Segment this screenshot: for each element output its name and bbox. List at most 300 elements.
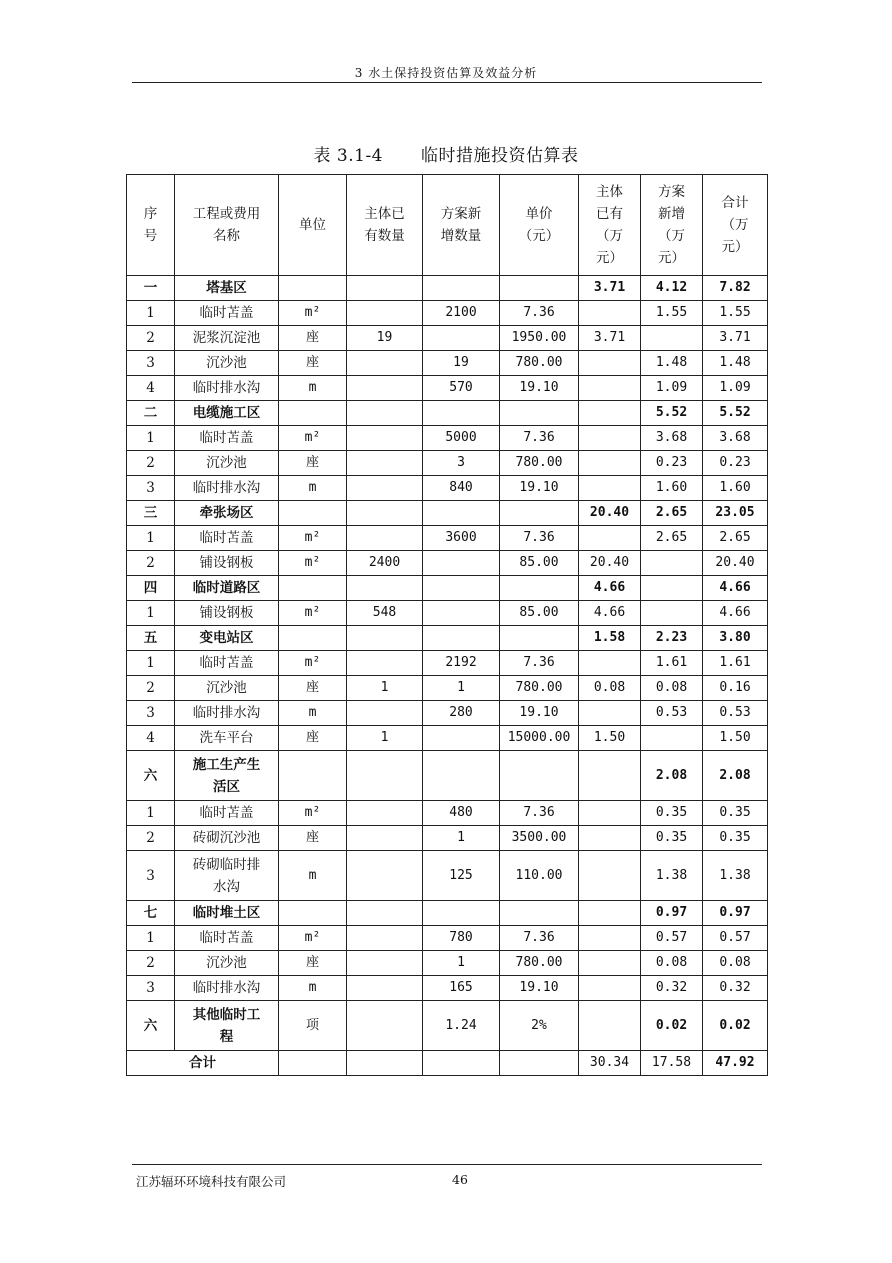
section-row <box>127 751 768 801</box>
table-cell: 座 <box>279 726 347 751</box>
item-name: 变电站区 <box>175 626 279 651</box>
table-cell <box>423 551 500 576</box>
table-cell <box>347 401 423 426</box>
table-cell: 1 <box>423 951 500 976</box>
table-cell <box>500 901 579 926</box>
table-cell: 7.36 <box>500 801 579 826</box>
table-cell: 85.00 <box>500 601 579 626</box>
table-cell: 780.00 <box>500 676 579 701</box>
table-row <box>127 451 768 476</box>
section-row <box>127 901 768 926</box>
item-name: 沉沙池 <box>175 951 279 976</box>
col-header: 工程或费用名称 <box>175 175 279 276</box>
table-cell: 3.68 <box>641 426 703 451</box>
row-index: 1 <box>127 926 175 951</box>
table-cell: 780.00 <box>500 451 579 476</box>
col-header: 序号 <box>127 175 175 276</box>
row-index: 七 <box>127 901 175 926</box>
table-row <box>127 426 768 451</box>
table-cell: 5.52 <box>641 401 703 426</box>
row-index: 1 <box>127 526 175 551</box>
table-cell <box>423 726 500 751</box>
table-cell <box>579 1001 641 1051</box>
section-row <box>127 501 768 526</box>
table-cell: 3.80 <box>703 626 768 651</box>
table-cell <box>500 401 579 426</box>
table-cell: 0.23 <box>641 451 703 476</box>
table-cell: m² <box>279 301 347 326</box>
row-index: 四 <box>127 576 175 601</box>
table-cell: 7.36 <box>500 426 579 451</box>
table-cell: 0.57 <box>703 926 768 951</box>
row-index: 3 <box>127 701 175 726</box>
col-header: 单价（元） <box>500 175 579 276</box>
table-cell: 125 <box>423 851 500 901</box>
table-row <box>127 651 768 676</box>
row-index: 六 <box>127 1001 175 1051</box>
row-index: 三 <box>127 501 175 526</box>
item-name: 临时排水沟 <box>175 701 279 726</box>
section-row <box>127 401 768 426</box>
total-new: 17.58 <box>641 1051 703 1076</box>
table-row <box>127 676 768 701</box>
item-name: 其他临时工程 <box>175 1001 279 1051</box>
section-row <box>127 576 768 601</box>
table-cell: 0.97 <box>703 901 768 926</box>
table-row <box>127 351 768 376</box>
row-index: 2 <box>127 826 175 851</box>
row-index: 1 <box>127 801 175 826</box>
table-cell: 座 <box>279 826 347 851</box>
table-cell <box>279 1051 347 1076</box>
table-cell: 座 <box>279 951 347 976</box>
table-cell <box>579 651 641 676</box>
table-cell: 165 <box>423 976 500 1001</box>
table-cell: 0.02 <box>703 1001 768 1051</box>
table-cell <box>423 576 500 601</box>
table-cell <box>423 601 500 626</box>
item-name: 施工生产生活区 <box>175 751 279 801</box>
table-cell: 840 <box>423 476 500 501</box>
table-cell <box>347 1051 423 1076</box>
table-cell: 3.71 <box>703 326 768 351</box>
table-cell: 4.12 <box>641 276 703 301</box>
table-cell <box>641 326 703 351</box>
table-row <box>127 301 768 326</box>
row-index: 3 <box>127 851 175 901</box>
item-name: 临时苫盖 <box>175 526 279 551</box>
table-cell: 2.65 <box>641 501 703 526</box>
table-cell: 1.60 <box>641 476 703 501</box>
table-cell <box>579 376 641 401</box>
item-name: 砖砌临时排水沟 <box>175 851 279 901</box>
row-index: 一 <box>127 276 175 301</box>
header-row <box>127 175 768 276</box>
total-label: 合计 <box>127 1051 279 1076</box>
table-cell <box>423 501 500 526</box>
table-cell: 548 <box>347 601 423 626</box>
table-cell: 3.71 <box>579 326 641 351</box>
item-name: 临时排水沟 <box>175 376 279 401</box>
table-cell <box>579 451 641 476</box>
table-cell <box>579 301 641 326</box>
table-cell: m² <box>279 526 347 551</box>
table-cell: 5000 <box>423 426 500 451</box>
table-cell: 3.68 <box>703 426 768 451</box>
table-cell <box>641 576 703 601</box>
table-cell <box>641 726 703 751</box>
table-cell: 1.24 <box>423 1001 500 1051</box>
table-cell: 1.60 <box>703 476 768 501</box>
table-cell <box>579 951 641 976</box>
table-cell: 1 <box>423 826 500 851</box>
table-cell <box>579 701 641 726</box>
table-cell: 0.23 <box>703 451 768 476</box>
table-cell: 19 <box>347 326 423 351</box>
table-cell <box>423 751 500 801</box>
table-cell: 0.16 <box>703 676 768 701</box>
table-cell: 0.32 <box>703 976 768 1001</box>
table-cell <box>500 626 579 651</box>
investment-table <box>126 174 768 1076</box>
table-cell: 座 <box>279 326 347 351</box>
total-sum: 47.92 <box>703 1051 768 1076</box>
table-cell: 7.36 <box>500 301 579 326</box>
table-cell: 780 <box>423 926 500 951</box>
table-row <box>127 701 768 726</box>
table-cell: 0.57 <box>641 926 703 951</box>
table-cell <box>347 351 423 376</box>
table-cell <box>579 801 641 826</box>
row-index: 1 <box>127 601 175 626</box>
table-cell: m² <box>279 426 347 451</box>
table-cell: 85.00 <box>500 551 579 576</box>
row-index: 2 <box>127 951 175 976</box>
table-cell: 3 <box>423 451 500 476</box>
table-cell <box>347 376 423 401</box>
item-name: 沉沙池 <box>175 451 279 476</box>
table-cell: 1.61 <box>641 651 703 676</box>
table-cell: 7.36 <box>500 926 579 951</box>
table-row <box>127 551 768 576</box>
table-cell <box>279 751 347 801</box>
table-cell: 280 <box>423 701 500 726</box>
table-cell: 2% <box>500 1001 579 1051</box>
table-cell <box>500 276 579 301</box>
table-cell <box>579 851 641 901</box>
item-name: 临时苫盖 <box>175 426 279 451</box>
table-cell: 2.65 <box>703 526 768 551</box>
table-row <box>127 851 768 901</box>
table-cell <box>579 426 641 451</box>
item-name: 铺设钢板 <box>175 551 279 576</box>
table-title: 临时措施投资估算表 <box>421 146 579 166</box>
table-cell <box>579 926 641 951</box>
col-header: 合计（万元） <box>703 175 768 276</box>
item-name: 塔基区 <box>175 276 279 301</box>
table-cell <box>423 326 500 351</box>
table-cell: m² <box>279 551 347 576</box>
table-cell: 19.10 <box>500 476 579 501</box>
table-cell: 2400 <box>347 551 423 576</box>
item-name: 铺设钢板 <box>175 601 279 626</box>
table-cell: m <box>279 701 347 726</box>
item-name: 牵张场区 <box>175 501 279 526</box>
table-cell <box>347 851 423 901</box>
table-cell: 20.40 <box>579 501 641 526</box>
table-cell <box>347 976 423 1001</box>
table-cell <box>347 926 423 951</box>
table-cell: 0.35 <box>641 826 703 851</box>
table-cell <box>347 626 423 651</box>
table-cell: 项 <box>279 1001 347 1051</box>
table-cell <box>423 401 500 426</box>
table-cell <box>279 901 347 926</box>
table-cell: 0.35 <box>703 826 768 851</box>
table-cell: 110.00 <box>500 851 579 901</box>
row-index: 3 <box>127 976 175 1001</box>
table-cell: 5.52 <box>703 401 768 426</box>
table-cell <box>279 626 347 651</box>
table-cell: 570 <box>423 376 500 401</box>
row-index: 3 <box>127 476 175 501</box>
table-cell <box>279 501 347 526</box>
table-cell: 2100 <box>423 301 500 326</box>
table-cell: 1.50 <box>703 726 768 751</box>
table-row <box>127 601 768 626</box>
table-cell <box>641 601 703 626</box>
table-cell: 1.61 <box>703 651 768 676</box>
table-cell: 19.10 <box>500 976 579 1001</box>
row-index: 1 <box>127 651 175 676</box>
table-cell: 1.09 <box>641 376 703 401</box>
table-cell <box>347 476 423 501</box>
table-cell: 2.65 <box>641 526 703 551</box>
table-row <box>127 951 768 976</box>
col-header: 主体已有数量 <box>347 175 423 276</box>
table-cell <box>347 276 423 301</box>
table-cell: 1.48 <box>641 351 703 376</box>
table-cell: m <box>279 851 347 901</box>
table-cell: 2.08 <box>703 751 768 801</box>
table-cell <box>579 826 641 851</box>
item-name: 临时苫盖 <box>175 801 279 826</box>
section-row <box>127 1001 768 1051</box>
page-header: 3 水土保持投资估算及效益分析 <box>354 66 538 80</box>
item-name: 临时排水沟 <box>175 476 279 501</box>
table-cell <box>347 751 423 801</box>
item-name: 泥浆沉淀池 <box>175 326 279 351</box>
table-cell <box>500 576 579 601</box>
table-cell: 20.40 <box>579 551 641 576</box>
table-cell: 4.66 <box>703 601 768 626</box>
table-cell: 19.10 <box>500 376 579 401</box>
table-cell: 7.36 <box>500 651 579 676</box>
table-cell: 1 <box>347 676 423 701</box>
table-cell: 座 <box>279 676 347 701</box>
table-cell <box>579 901 641 926</box>
table-cell <box>423 901 500 926</box>
table-cell <box>347 951 423 976</box>
table-cell <box>347 701 423 726</box>
table-cell <box>279 276 347 301</box>
table-cell <box>579 351 641 376</box>
item-name: 临时苫盖 <box>175 651 279 676</box>
table-cell: 4.66 <box>579 576 641 601</box>
table-cell: 1950.00 <box>500 326 579 351</box>
row-index: 1 <box>127 301 175 326</box>
table-cell: 1.55 <box>641 301 703 326</box>
table-row <box>127 726 768 751</box>
table-cell: 1 <box>347 726 423 751</box>
table-cell: 15000.00 <box>500 726 579 751</box>
table-cell: 0.53 <box>703 701 768 726</box>
table-row <box>127 326 768 351</box>
table-cell: 0.02 <box>641 1001 703 1051</box>
table-cell: 0.97 <box>641 901 703 926</box>
col-header: 主体已有（万元） <box>579 175 641 276</box>
table-cell: 2.08 <box>641 751 703 801</box>
table-cell <box>347 501 423 526</box>
table-cell <box>423 626 500 651</box>
section-row <box>127 626 768 651</box>
table-cell: 19 <box>423 351 500 376</box>
row-index: 1 <box>127 426 175 451</box>
row-index: 2 <box>127 551 175 576</box>
table-cell: 0.35 <box>703 801 768 826</box>
table-number: 表 3.1-4 <box>313 146 383 166</box>
item-name: 沉沙池 <box>175 676 279 701</box>
table-cell: 7.36 <box>500 526 579 551</box>
table-cell: m² <box>279 601 347 626</box>
row-index: 4 <box>127 376 175 401</box>
item-name: 临时苫盖 <box>175 301 279 326</box>
table-row <box>127 476 768 501</box>
table-cell: 1.09 <box>703 376 768 401</box>
row-index: 2 <box>127 326 175 351</box>
table-cell: 20.40 <box>703 551 768 576</box>
table-caption <box>0 141 892 166</box>
table-cell: 1.38 <box>641 851 703 901</box>
table-cell <box>641 551 703 576</box>
row-index: 六 <box>127 751 175 801</box>
table-cell: m <box>279 976 347 1001</box>
table-cell: 0.35 <box>641 801 703 826</box>
table-cell: 1.58 <box>579 626 641 651</box>
table-cell: 4.66 <box>579 601 641 626</box>
table-cell: 0.53 <box>641 701 703 726</box>
footer-company: 江苏辐环环境科技有限公司 <box>136 1174 287 1189</box>
item-name: 临时道路区 <box>175 576 279 601</box>
table-cell <box>423 1051 500 1076</box>
table-cell: 2.23 <box>641 626 703 651</box>
table-cell <box>579 526 641 551</box>
table-cell: 19.10 <box>500 701 579 726</box>
table-cell: m² <box>279 926 347 951</box>
table-cell: m <box>279 476 347 501</box>
table-cell: 1 <box>423 676 500 701</box>
table-cell: 1.50 <box>579 726 641 751</box>
table-row <box>127 801 768 826</box>
table-cell: 4.66 <box>703 576 768 601</box>
table-cell: 1.48 <box>703 351 768 376</box>
table-row <box>127 976 768 1001</box>
total-row <box>127 1051 768 1076</box>
table-cell: 0.08 <box>703 951 768 976</box>
col-header: 方案新增（万元） <box>641 175 703 276</box>
item-name: 临时堆土区 <box>175 901 279 926</box>
table-cell <box>347 901 423 926</box>
table-row <box>127 526 768 551</box>
col-header: 方案新增数量 <box>423 175 500 276</box>
row-index: 4 <box>127 726 175 751</box>
table-cell <box>500 1051 579 1076</box>
table-cell <box>347 576 423 601</box>
row-index: 2 <box>127 676 175 701</box>
item-name: 洗车平台 <box>175 726 279 751</box>
table-cell: 0.08 <box>641 951 703 976</box>
table-cell <box>347 451 423 476</box>
row-index: 3 <box>127 351 175 376</box>
row-index: 2 <box>127 451 175 476</box>
table-cell <box>279 401 347 426</box>
table-cell <box>579 401 641 426</box>
table-cell: 3500.00 <box>500 826 579 851</box>
item-name: 电缆施工区 <box>175 401 279 426</box>
table-cell <box>423 276 500 301</box>
table-cell: 3600 <box>423 526 500 551</box>
header-rule <box>132 82 762 83</box>
table-cell <box>579 476 641 501</box>
table-cell <box>347 801 423 826</box>
table-cell: 2192 <box>423 651 500 676</box>
table-cell: 座 <box>279 351 347 376</box>
table-cell: m <box>279 376 347 401</box>
row-index: 五 <box>127 626 175 651</box>
table-row <box>127 376 768 401</box>
table-cell <box>347 426 423 451</box>
page-number: 46 <box>452 1172 468 1187</box>
table-cell <box>347 526 423 551</box>
item-name: 砖砌沉沙池 <box>175 826 279 851</box>
table-cell: 1.55 <box>703 301 768 326</box>
col-header: 单位 <box>279 175 347 276</box>
table-cell <box>347 301 423 326</box>
table-cell <box>347 1001 423 1051</box>
table-cell: 3.71 <box>579 276 641 301</box>
table-cell <box>579 976 641 1001</box>
table-cell: m² <box>279 651 347 676</box>
table-cell: 7.82 <box>703 276 768 301</box>
table-cell: 1.38 <box>703 851 768 901</box>
table-cell: 780.00 <box>500 351 579 376</box>
table-cell: 0.32 <box>641 976 703 1001</box>
table-row <box>127 826 768 851</box>
table-cell <box>500 501 579 526</box>
table-cell: 480 <box>423 801 500 826</box>
table-cell <box>347 651 423 676</box>
table-cell <box>347 826 423 851</box>
item-name: 临时苫盖 <box>175 926 279 951</box>
section-row <box>127 276 768 301</box>
table-cell: 780.00 <box>500 951 579 976</box>
table-cell: 0.08 <box>579 676 641 701</box>
table-cell <box>579 751 641 801</box>
table-cell <box>279 576 347 601</box>
table-cell: m² <box>279 801 347 826</box>
table-cell: 座 <box>279 451 347 476</box>
item-name: 临时排水沟 <box>175 976 279 1001</box>
